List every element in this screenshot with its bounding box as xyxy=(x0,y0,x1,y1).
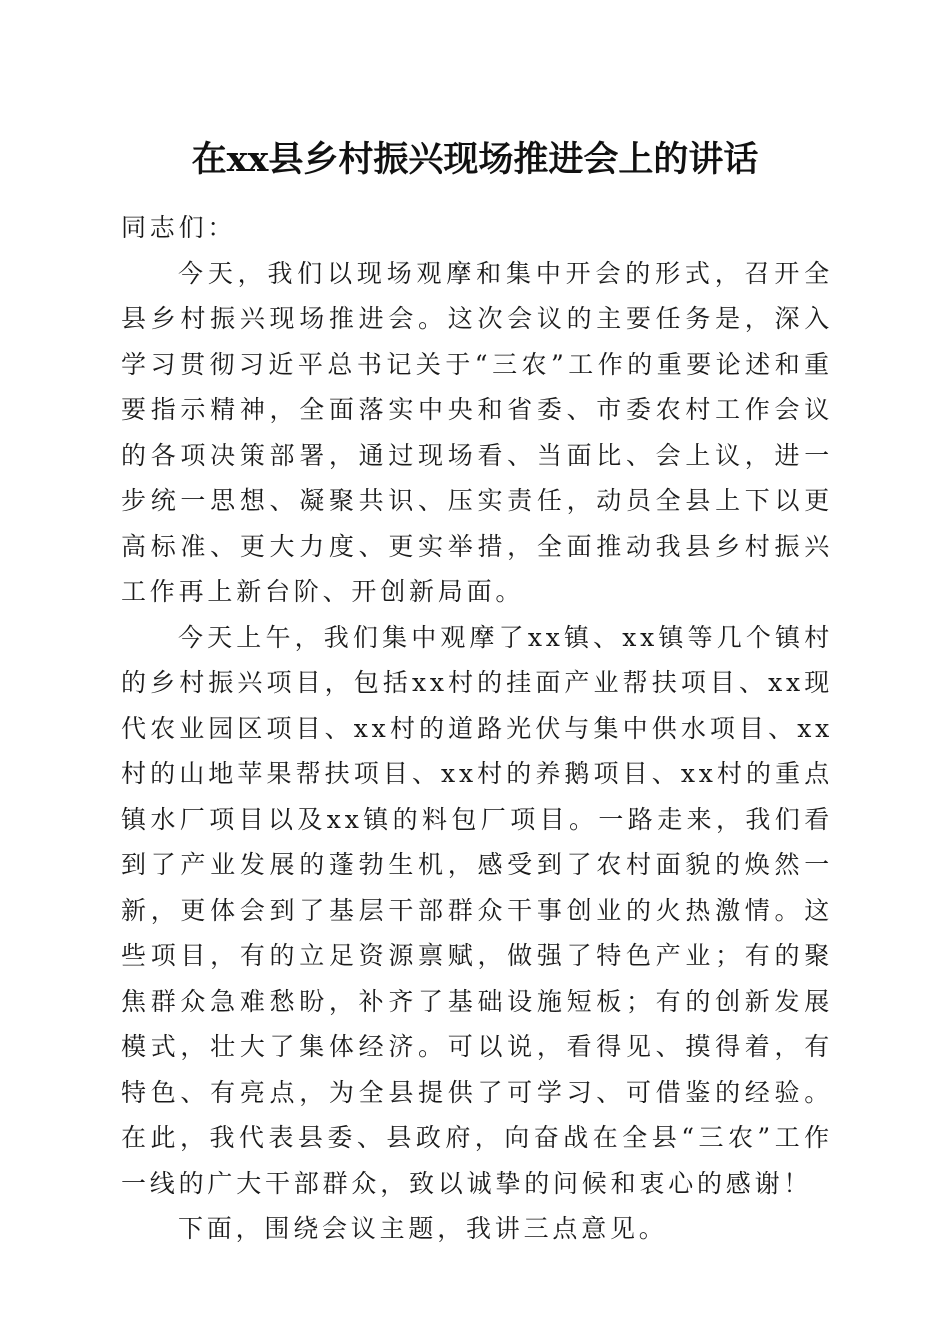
salutation: 同志们： xyxy=(121,213,237,242)
document-title: 在xx县乡村振兴现场推进会上的讲话 xyxy=(191,139,759,180)
paragraph-transition: 下面，围绕会议主题，我讲三点意见。 xyxy=(178,1214,668,1243)
paragraph-observation: 今天上午，我们集中观摩了xx镇、xx镇等几个镇村的乡村振兴项目，包括xx村的挂面产业帮扶项目、xx现代农业园区项目、xx村的道路光伏与集中供水项目、xx村的山地苹果帮扶项目、xx村的养鹅项目、xx村的重点镇水厂项目以及xx镇的料包厂项目。一路走来，我们看到了产业发展的蓬勃生机，感受到了农村面貌的焕然一新，更体会到了基层干部群众干事创业的火热激情。这些项目，有的立足资源禀赋，做强了特色产业；有的聚焦群众急难愁盼，补齐了基础设施短板；有的创新发展模式，壮大了集体经济。可以说，看得见、摸得着，有特色、有亮点，为全县提供了可学习、可借鉴的经验。在此，我代表县委、县政府，向奋战在全县“三农”工作一线的广大干部群众，致以诚挚的问候和衷心的感谢！ xyxy=(121,622,833,1198)
document-body xyxy=(121,205,833,1252)
paragraph-opening: 今天，我们以现场观摩和集中开会的形式，召开全县乡村振兴现场推进会。这次会议的主要任务是，深入学习贯彻习近平总书记关于“三农”工作的重要论述和重要指示精神，全面落实中央和省委、市委农村工作会议的各项决策部署，通过现场看、当面比、会上议，进一步统一思想、凝聚共识、压实责任，动员全县上下以更高标准、更大力度、更实举措，全面推动我县乡村振兴工作再上新台阶、开创新局面。 xyxy=(121,258,833,606)
